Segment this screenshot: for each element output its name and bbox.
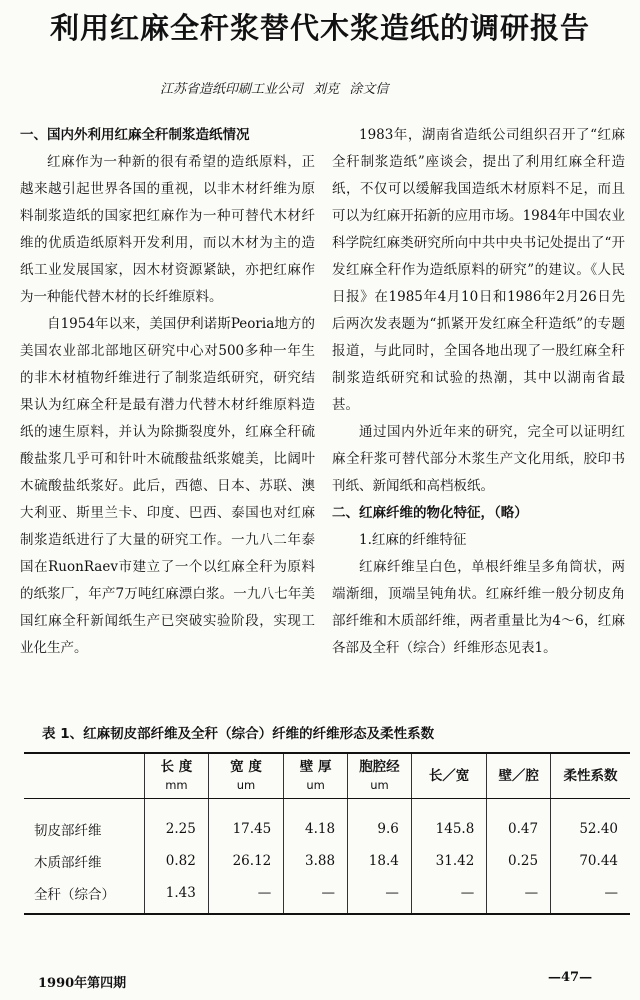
right-column [332, 122, 625, 662]
table-row [24, 799, 630, 846]
author-name: 涂文信 [349, 82, 389, 97]
table-cell: 2.25 [145, 799, 209, 846]
row-label: 全秆（综合） [24, 877, 145, 914]
table-row [24, 877, 630, 914]
table-cell: 3.88 [284, 845, 348, 877]
table-cell: — [487, 877, 551, 914]
column-header [145, 753, 209, 799]
table-row [24, 845, 630, 877]
row-label: 木质部纤维 [34, 855, 102, 871]
column-label: 长／宽 [428, 768, 470, 784]
column-unit: mm [165, 778, 188, 792]
table-cell: 1.43 [145, 877, 209, 914]
table-cell: — [208, 877, 283, 914]
table-cell: 0.47 [487, 799, 551, 846]
table-cell: — [284, 877, 348, 914]
column-header [24, 753, 145, 799]
column-header [411, 753, 486, 799]
subsection-heading: 1.红麻的纤维特征 [359, 532, 467, 548]
paragraph: 1983年，湖南省造纸公司组织召开了“红麻全秆制浆造纸”座谈会，提出了利用红麻全秆造纸，不仅可以缓解我国造纸木材原料不足，而且可以为红麻开拓新的应用市场。1984年中国农业科学院红麻类研究所向中共中央书记处提出了“开发红麻全秆作为造纸原料的研究”的建议。《人民日报》在1985年4月10日和1986年2月26日先后两次发表题为“抓紧开发红麻全秆造纸”的专题报道，与此同时，全国各地出现了一股红麻全秆制浆造纸研究和试验的热潮，其中以湖南省最甚。 [332, 127, 625, 413]
author-line [160, 78, 580, 97]
table-cell: — [411, 877, 486, 914]
section-heading: 一、国内外利用红麻全秆制浆造纸情况 [20, 127, 250, 143]
table-cell: 17.45 [208, 799, 283, 846]
column-unit: um [306, 778, 325, 792]
author-name: 刘克 [313, 82, 340, 97]
article-title: 利用红麻全秆浆替代木浆造纸的调研报告 [49, 11, 590, 45]
table-cell: 31.42 [411, 845, 486, 877]
column-unit: um [370, 778, 389, 792]
column-header [487, 753, 551, 799]
column-label: 壁／腔 [498, 768, 539, 784]
paragraph: 红麻纤维呈白色，单根纤维呈多角筒状，两端渐细，顶端呈钝角状。红麻纤维一般分韧皮角部纤维和木质部纤维，两者重量比为4～6，红麻各部及全秆（综合）纤维形态见表1。 [332, 559, 625, 656]
table-cell: 26.12 [208, 845, 283, 877]
table-cell: 18.4 [348, 845, 412, 877]
column-label: 胞腔经 [359, 759, 400, 775]
issue-label: 1990年第四期 [38, 976, 127, 991]
table-body [24, 799, 630, 915]
column-header [208, 753, 283, 799]
table-cell: 70.44 [551, 845, 630, 877]
column-header [348, 753, 412, 799]
paragraph: 通过国内外近年来的研究，完全可以证明红麻全秆浆可替代部分木浆生产文化用纸，胶印书刊纸、新闻纸和高档板纸。 [332, 424, 625, 494]
table-cell: 0.82 [145, 845, 209, 877]
table-cell: 0.25 [487, 845, 551, 877]
column-label: 壁 厚 [299, 759, 332, 775]
column-label: 柔性系数 [563, 768, 618, 784]
column-label: 宽 度 [230, 759, 262, 775]
table-cell: — [348, 877, 412, 914]
column-unit: um [236, 778, 256, 792]
column-header [551, 753, 630, 799]
table-cell: — [551, 877, 630, 914]
column-label: 长 度 [160, 759, 193, 775]
table-cell: 52.40 [551, 799, 630, 846]
section-heading: 二、红麻纤维的物化特征，（略） [332, 505, 528, 521]
author-affiliation: 江苏省造纸印刷工业公司 [160, 82, 304, 97]
fiber-morphology-table [24, 752, 630, 915]
table-cell: 4.18 [284, 799, 348, 846]
table-caption: 表 1、红麻韧皮部纤维及全秆（综合）纤维的纤维形态及柔性系数 [42, 726, 435, 742]
table-cell: 9.6 [348, 799, 412, 846]
paragraph: 自1954年以来，美国伊利诺斯Peoria地方的美国农业部北部地区研究中心对500多种一年生的非木材植物纤维进行了制浆造纸研究，研究结果认为红麻全秆是最有潜力代替木材纤维原料造纸的速生原料，并认为除撕裂度外，红麻全秆硫酸盐浆几乎可和针叶木硫酸盐纸浆媲美，比阔叶木硫酸盐纸浆好。此后，西德、日本、苏联、澳大利亚、斯里兰卡、印度、巴西、泰国也对红麻制浆造纸进行了大量的研究工作。一九八二年泰国在RuonRaev市建立了一个以红麻全秆为原料的纸浆厂，年产7万吨红麻漂白浆。一九八七年美国红麻全秆新闻纸生产已突破实验阶段，实现工业化生产。 [20, 316, 315, 656]
page-number: —47— [548, 970, 593, 985]
table-header-row [24, 753, 630, 799]
row-label: 韧皮部纤维 [34, 823, 102, 839]
column-header [284, 753, 348, 799]
paragraph: 红麻作为一种新的很有希望的造纸原料，正越来越引起世界各国的重视，以非木材纤维为原料制浆造纸的国家把红麻作为一种可替代木材纤维的优质造纸原料开发利用，而以木材为主的造纸工业发展国家，因木材资源紧缺，亦把红麻作为一种能代替木材的长纤维原料。 [20, 154, 315, 305]
table-cell: 145.8 [411, 799, 486, 846]
left-column [20, 122, 315, 662]
